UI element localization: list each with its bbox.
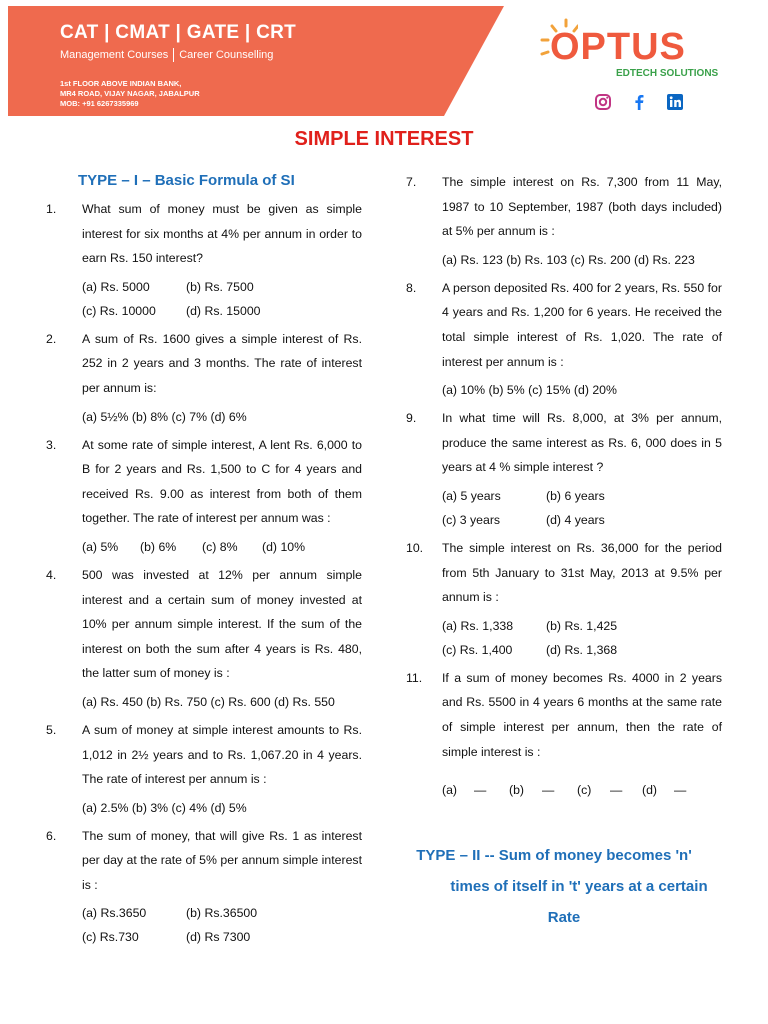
question-1-options <box>82 275 362 323</box>
address-line-1: 1st FLOOR ABOVE INDIAN BANK, <box>60 79 182 88</box>
option-c: (c) Rs.730 <box>82 930 139 945</box>
taglines <box>60 48 273 62</box>
option-b: (b) Rs. 7500 <box>186 279 254 294</box>
option-a: (a) Rs. 5000 <box>82 279 150 294</box>
question-5-options: (a) 2.5% (b) 3% (c) 4% (d) 5% <box>82 800 247 815</box>
left-column <box>46 172 362 953</box>
logo-wordmark: OPTUS <box>550 26 686 68</box>
option-d: (d) 10% <box>262 539 306 554</box>
question-number: 6. <box>46 828 57 843</box>
page-title: SIMPLE INTEREST <box>294 128 474 150</box>
social-icons <box>594 93 684 111</box>
question-text: The simple interest on Rs. 36,000 for the period from 5th January to 31st May, 2013 at 9.5% per annum is : <box>442 540 722 605</box>
question-3 <box>46 433 362 531</box>
question-text: The simple interest on Rs. 7,300 from 11 May, 1987 to 10 September, 1987 (both days included) at 5% per annum is : <box>442 175 722 239</box>
question-10-options <box>442 614 722 662</box>
option-c: (c) Rs. 10000 <box>82 303 156 318</box>
question-number: 2. <box>46 331 57 346</box>
option-a-blank: — <box>474 783 487 798</box>
courses-list: CAT | CMAT | GATE | CRT <box>60 22 297 43</box>
option-a: (a) <box>442 783 458 798</box>
tagline-divider <box>173 48 174 62</box>
question-7 <box>406 170 722 244</box>
question-7-options: (a) Rs. 123 (b) Rs. 103 (c) Rs. 200 (d) Rs. 223 <box>442 252 695 267</box>
question-3-options <box>82 535 362 559</box>
option-d: (d) 4 years <box>546 512 605 527</box>
option-b: (b) 6 years <box>546 488 605 503</box>
option-b-blank: — <box>542 783 555 798</box>
option-d: (d) Rs. 1,368 <box>546 642 618 657</box>
question-text: In what time will Rs. 8,000, at 3% per annum, produce the same interest as Rs. 6, 000 does in 5 years at 4 % simple interest ? <box>442 411 722 475</box>
option-a: (a) Rs.3650 <box>82 906 147 921</box>
type-2-heading <box>406 840 722 933</box>
question-2 <box>46 327 362 401</box>
type-2-heading-line-1: TYPE – II -- Sum of money becomes 'n' <box>416 847 692 865</box>
logo-subtitle: EDTECH SOLUTIONS <box>616 68 719 79</box>
question-text: What sum of money must be given as simple interest for six months at 4% per annum in order to earn Rs. 150 interest? <box>82 202 362 266</box>
option-d-blank: — <box>674 783 687 798</box>
address-block <box>60 79 200 109</box>
question-8 <box>406 276 722 374</box>
mobile-number: MOB: +91 6267335969 <box>60 99 139 108</box>
question-text: A person deposited Rs. 400 for 2 years, Rs. 550 for 4 years and Rs. 1,200 for 6 years. He received the total simple interest of Rs. 1,020. The rate of interest per annum is : <box>442 280 722 369</box>
question-text: A sum of Rs. 1600 gives a simple interest of Rs. 252 in 2 years and 3 months. The rate of interest per annum is: <box>82 331 362 395</box>
question-5 <box>46 718 362 792</box>
address-line-2: MR4 ROAD, VIJAY NAGAR, JABALPUR <box>60 89 200 98</box>
option-b: (b) <box>509 783 525 798</box>
question-number: 9. <box>406 411 417 426</box>
question-text: At some rate of simple interest, A lent Rs. 6,000 to B for 2 years and Rs. 1,500 to C for 4 years and received Rs. 9.00 as interest from both of them together. The rate of interest per annum was : <box>82 437 362 526</box>
question-4 <box>46 563 362 686</box>
question-number: 5. <box>46 722 57 737</box>
question-number: 10. <box>406 540 424 555</box>
header-banner <box>8 6 504 116</box>
question-number: 4. <box>46 567 57 582</box>
question-number: 8. <box>406 280 417 295</box>
option-a: (a) 5 years <box>442 488 501 503</box>
option-b: (b) 6% <box>140 539 177 554</box>
question-number: 7. <box>406 175 417 189</box>
option-d: (d) Rs. 15000 <box>186 303 261 318</box>
question-2-options: (a) 5½% (b) 8% (c) 7% (d) 6% <box>82 409 247 424</box>
instagram-icon[interactable] <box>594 93 612 111</box>
linkedin-icon[interactable] <box>666 93 684 111</box>
type-2-heading-line-2: times of itself in 't' years at a certain <box>450 878 708 896</box>
question-text: The sum of money, that will give Rs. 1 as interest per day at the rate of 5% per annum simple interest is : <box>82 828 362 892</box>
question-9 <box>406 406 722 480</box>
question-11-options <box>442 778 722 802</box>
option-c: (c) 8% <box>202 539 238 554</box>
question-number: 3. <box>46 437 57 452</box>
option-b: (b) Rs. 1,425 <box>546 618 618 633</box>
question-number: 11. <box>406 670 423 685</box>
question-1 <box>46 197 362 271</box>
question-text: If a sum of money becomes Rs. 4000 in 2 years and Rs. 5500 in 4 years 6 months at the same rate of simple interest per annum, then the rate of simple interest is : <box>442 670 722 759</box>
question-6-options <box>82 901 362 949</box>
question-11 <box>406 666 722 764</box>
question-6 <box>46 824 362 898</box>
option-c: (c) Rs. 1,400 <box>442 642 513 657</box>
option-a: (a) Rs. 1,338 <box>442 618 514 633</box>
option-d: (d) <box>642 783 658 798</box>
question-8-options: (a) 10% (b) 5% (c) 15% (d) 20% <box>442 383 617 398</box>
question-9-options <box>442 484 722 532</box>
right-column <box>406 170 722 933</box>
question-4-options: (a) Rs. 450 (b) Rs. 750 (c) Rs. 600 (d) Rs. 550 <box>82 694 335 709</box>
tagline-management: Management Courses <box>60 48 169 61</box>
question-text: A sum of money at simple interest amounts to Rs. 1,012 in 2½ years and to Rs. 1,067.20 in 4 years. The rate of interest per annum is : <box>82 722 362 787</box>
question-10 <box>406 536 722 610</box>
option-d: (d) Rs 7300 <box>186 930 251 945</box>
option-c-blank: — <box>610 783 623 798</box>
type-1-heading: TYPE – I – Basic Formula of SI <box>78 172 295 189</box>
facebook-icon[interactable] <box>630 93 648 111</box>
question-number: 1. <box>46 202 57 216</box>
tagline-career: Career Counselling <box>179 48 274 61</box>
option-c: (c) <box>577 783 592 798</box>
option-c: (c) 3 years <box>442 512 501 527</box>
option-b: (b) Rs.36500 <box>186 906 258 921</box>
question-text: 500 was invested at 12% per annum simple interest and a certain sum of money invested at 10% per annum simple interest. If the sum of the interest on both the sum after 4 years is Rs. 480, the latter sum of money is : <box>82 567 362 681</box>
type-2-heading-line-3: Rate <box>547 909 581 927</box>
option-a: (a) 5% <box>82 539 119 554</box>
